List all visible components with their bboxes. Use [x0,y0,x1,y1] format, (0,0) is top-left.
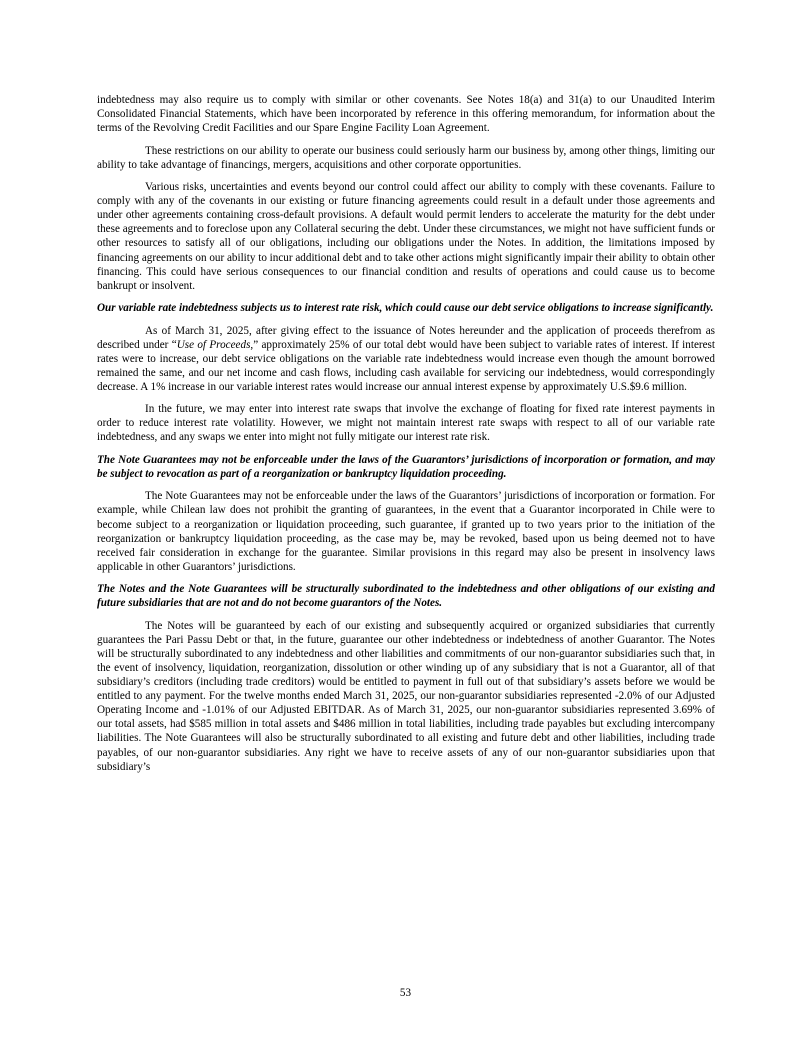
paragraph-march-2025-part-a: As of March 31, 2025, after giving effect to the issuance of Notes hereunder and the application of proceeds therefrom as described under “ [97,324,715,351]
page-number: 53 [399,987,412,999]
paragraph-non-guarantor-subsidiaries: The Notes will be guaranteed by each of our existing and subsequently acquired or organized subsidiaries that currently guarantees the Pari Passu Debt or that, in the future, guarantee our other indebtedness or indebtedness of another Guarantor. The Notes will be structurally subordinated to any indebtedness and other liabilities and commitments of our non-guarantor subsidiaries such that, in the event of insolvency, liquidation, reorganization, dissolution or other winding up of any subsidiary that is not a Guarantor, all of that subsidiary’s creditors (including trade creditors) would be entitled to payment in full out of that subsidiary’s assets before we would be entitled to any payment. For the twelve months ended March 31, 2025, our non-guarantor subsidiaries represented -2.0% of our Adjusted Operating Income and -1.01% of our Adjusted EBITDAR. As of March 31, 2025, our non-guarantor subsidiaries represented 3.69% of our total assets, had $585 million in total assets and $486 million in total liabilities, including trade payables but excluding intercompany liabilities. The Note Guarantees will also be structurally subordinated to all existing and future debt and other liabilities, including trade payables, of our non-guarantor subsidiaries. Any right we have to receive assets of any of our non-guarantor subsidiaries upon that subsidiary’s [97,619,715,773]
heading-structural-subordination: The Notes and the Note Guarantees will be structurally subordinated to the indebtedness and other obligations of our existing and future subsidiaries that are not and do not become guarantors of the Notes. [97,583,715,610]
paragraph-guarantees-enforceability: The Note Guarantees may not be enforceable under the laws of the Guarantors’ jurisdictions of incorporation or formation. For example, while Chilean law does not prohibit the granting of guarantees, in the event that a Guarantor incorporated in Chile were to become subject to a reorganization or liquidation proceeding, such guarantee, if granted up to two years prior to the initiation of the reorganization or bankruptcy liquidation proceeding, as the case may be, may be revoked, based upon us being deemed not to have received fair consideration in exchange for the guarantee. Similar provisions in this regard may also be present in insolvency laws applicable in other Guarantors’ jurisdictions. [97,490,715,573]
paragraph-covenants-continued: indebtedness may also require us to comply with similar or other covenants. See Notes 18(a) and 31(a) to our Unaudited Interim Consolidated Financial Statements, which have been incorporated by reference in this offering memorandum, for information about the terms of the Revolving Credit Facilities and our Spare Engine Facility Loan Agreement. [97,94,715,135]
use-of-proceeds-reference: Use of Proceeds [176,338,251,351]
paragraph-various-risks: Various risks, uncertainties and events beyond our control could affect our ability to comply with these covenants. Failure to comply with any of the covenants in our existing or future financing agreements could result in a default under those agreements and under other agreements containing cross-default provisions. A default would permit lenders to accelerate the maturity for the debt under these agreements and to foreclose upon any Collateral securing the debt. Under these circumstances, we might not have sufficient funds or other resources to satisfy all of our obligations, including our obligations under the Notes. In addition, the limitations imposed by financing agreements on our ability to incur additional debt and to take other actions might significantly impair their ability to obtain other financing. This could have serious consequences to our financial condition and results of operations and could cause us to become bankrupt or insolvent. [97,181,715,292]
heading-note-guarantees: The Note Guarantees may not be enforceable under the laws of the Guarantors’ jurisdictions of incorporation or formation, and may be subject to revocation as part of a reorganization or bankruptcy liquidation proceeding. [97,453,715,480]
paragraph-march-2025 [97,324,715,394]
document-body [97,93,715,782]
heading-variable-rate: Our variable rate indebtedness subjects us to interest rate risk, which could cause our debt service obligations to increase significantly. [97,302,714,315]
paragraph-interest-swaps: In the future, we may enter into interest rate swaps that involve the exchange of floating for fixed rate interest payments in order to reduce interest rate volatility. However, we might not maintain interest rate swaps with respect to all of our variable rate indebtedness, and any swaps we enter into might not fully mitigate our interest rate risk. [97,403,715,444]
paragraph-march-2025-part-b: ,” approximately 25% of our total debt would have been subject to variable rates of interest. If interest rates were to increase, our debt service obligations on the variable rate indebtedness would increase even though the amount borrowed remained the same, and our net income and cash flows, including cash available for servicing our indebtedness, would correspondingly decrease. A 1% increase in our variable interest rates would increase our annual interest expense by approximately U.S.$9.6 million. [97,338,715,393]
paragraph-restrictions: These restrictions on our ability to operate our business could seriously harm our business by, among other things, limiting our ability to take advantage of financings, mergers, acquisitions and other corporate opportunities. [97,144,715,171]
